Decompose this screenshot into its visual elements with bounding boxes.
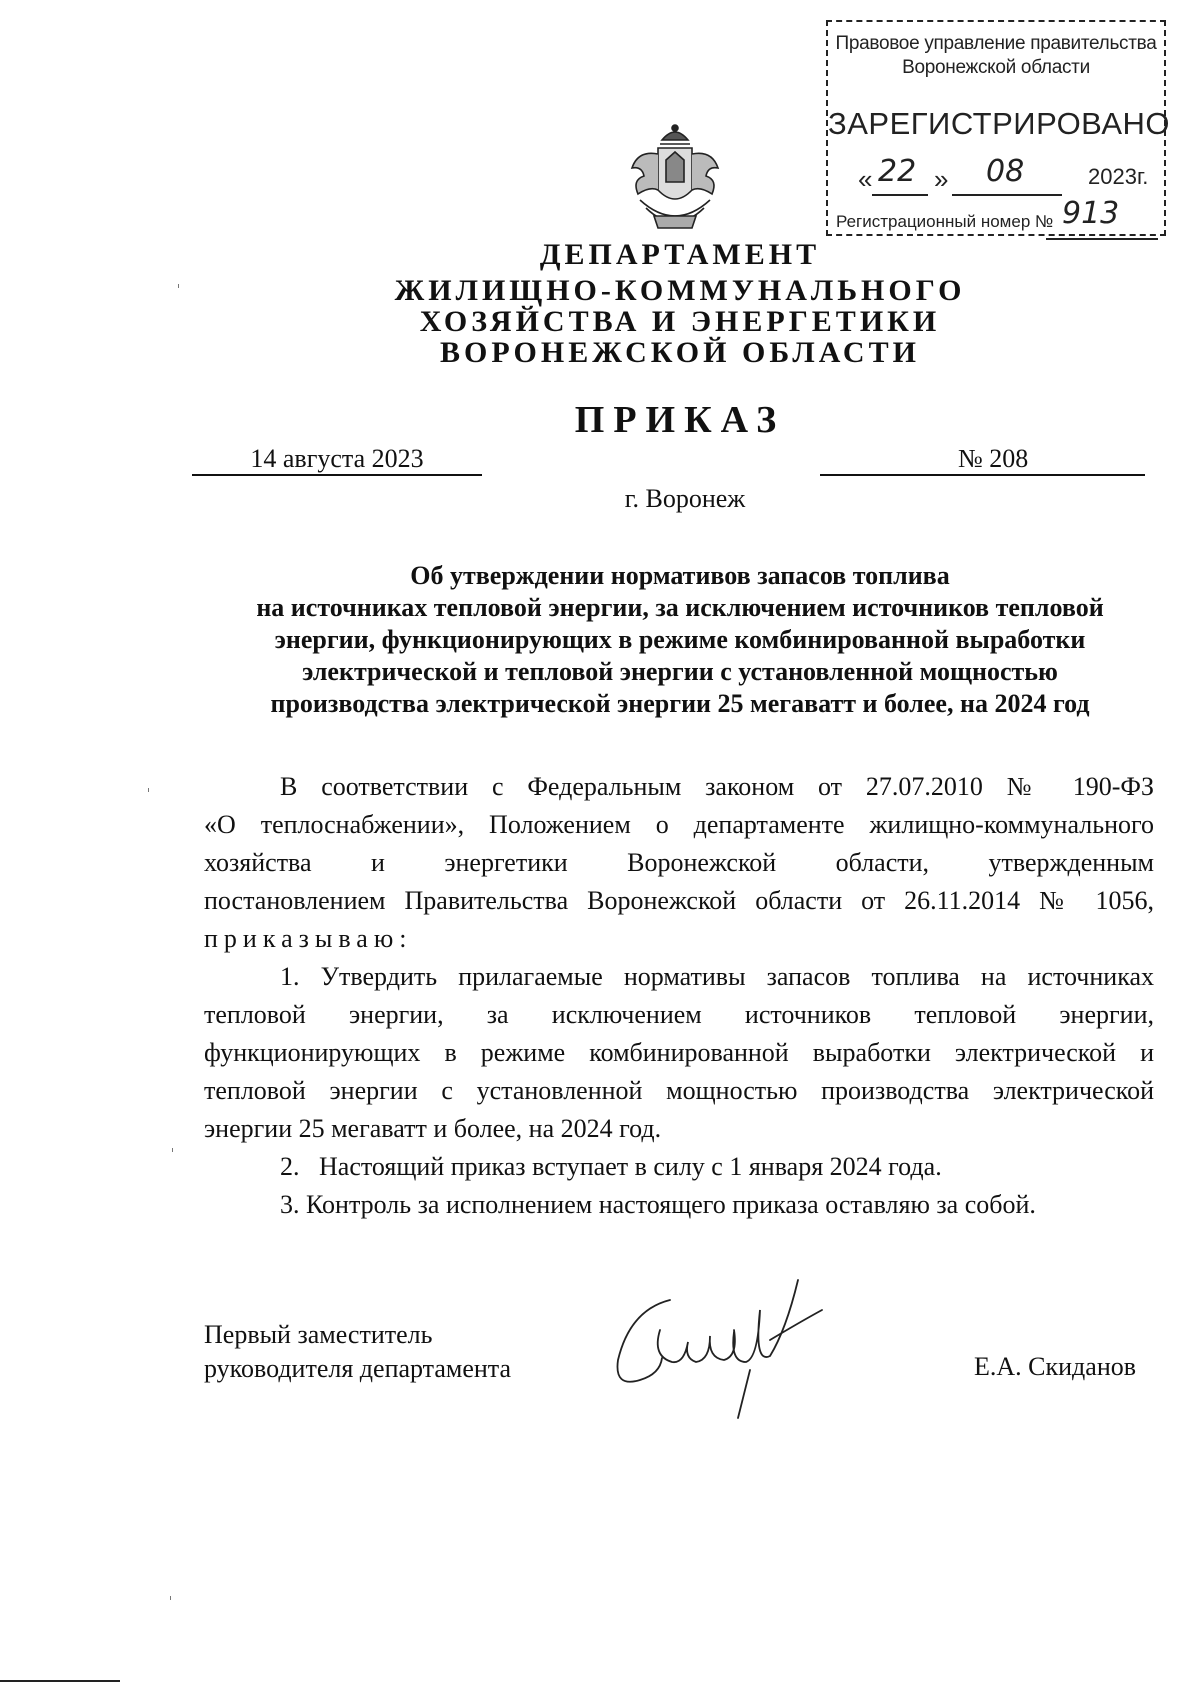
department-line-4: ВОРОНЕЖСКОЙ ОБЛАСТИ	[440, 336, 920, 369]
handwritten-signature	[600, 1270, 840, 1420]
scan-mark	[172, 1148, 173, 1152]
stamp-org-line2: Воронежской области	[902, 57, 1090, 78]
scan-edge-line	[0, 1680, 120, 1682]
preamble-line: «О теплоснабжении», Положением о департаменте жилищно-коммунального	[204, 810, 1154, 839]
registration-stamp	[826, 20, 1171, 236]
order-body	[204, 768, 1154, 1224]
stamp-number-label: Регистрационный номер №	[836, 212, 1054, 231]
order-number-text: № 208	[958, 444, 1029, 473]
signatory-position	[204, 1318, 511, 1386]
title-line: производства электрической энергии 25 мегаватт и более, на 2024 год	[270, 689, 1090, 718]
title-line: на источниках тепловой энергии, за исключением источников тепловой	[256, 593, 1104, 622]
signatory-position-line1: Первый заместитель	[204, 1320, 433, 1349]
item1-line: энергии 25 мегаватт и более, на 2024 год.	[204, 1114, 662, 1143]
item1-line: 1. Утвердить прилагаемые нормативы запасов топлива на источниках	[280, 962, 1154, 991]
item2: 2. Настоящий приказ вступает в силу с 1 января 2024 года.	[280, 1152, 942, 1181]
item1-line: функционирующих в режиме комбинированной выработки электрической и	[204, 1038, 1154, 1067]
item1-line: тепловой энергии с установленной мощностью производства электрической	[204, 1076, 1154, 1105]
item3: 3. Контроль за исполнением настоящего приказа оставляю за собой.	[280, 1190, 1036, 1219]
title-line: электрической и тепловой энергии с установленной мощностью	[302, 657, 1058, 686]
stamp-date-row: « 22 » 08 2023г.	[858, 154, 1149, 194]
coat-of-arms-emblem	[620, 120, 730, 240]
scan-mark	[148, 788, 149, 792]
preamble-line: постановлением Правительства Воронежской области от 26.11.2014 № 1056,	[204, 886, 1154, 915]
title-line: энергии, функционирующих в режиме комбинированной выработки	[274, 625, 1086, 654]
preamble-line: хозяйства и энергетики Воронежской области, утвержденным	[204, 848, 1154, 877]
stamp-registered: ЗАРЕГИСТРИРОВАНО	[828, 106, 1171, 141]
title-line: Об утверждении нормативов запасов топлива	[410, 561, 950, 590]
stamp-month: 08	[986, 154, 1025, 189]
stamp-number: 913	[1062, 196, 1120, 231]
preamble-line: В соответствии с Федеральным законом от 27.07.2010 № 190-ФЗ	[280, 772, 1154, 801]
stamp-number-row	[836, 196, 1156, 240]
stamp-day: 22	[878, 154, 917, 189]
stamp-org-line1: Правовое управление правительства	[835, 33, 1157, 54]
document-type: ПРИКАЗ	[574, 399, 786, 441]
signatory-position-line2: руководителя департамента	[204, 1354, 512, 1383]
department-line-2: ЖИЛИЩНО-КОММУНАЛЬНОГО	[394, 274, 966, 307]
stamp-year: 2023г.	[1088, 164, 1149, 189]
order-title	[180, 560, 1180, 720]
order-date	[192, 444, 482, 476]
scan-mark	[178, 284, 179, 288]
department-line-1: ДЕПАРТАМЕНТ	[539, 238, 821, 271]
order-date-text: 14 августа 2023	[250, 444, 424, 473]
order-word: приказываю:	[204, 924, 413, 953]
order-number	[820, 444, 1145, 476]
department-line-3: ХОЗЯЙСТВА И ЭНЕРГЕТИКИ	[419, 305, 941, 338]
item1-line: тепловой энергии, за исключением источников тепловой энергии,	[204, 1000, 1154, 1029]
scan-mark	[170, 1596, 171, 1600]
city: г. Воронеж	[624, 484, 746, 513]
signatory-name: Е.А. Скиданов	[974, 1352, 1137, 1381]
